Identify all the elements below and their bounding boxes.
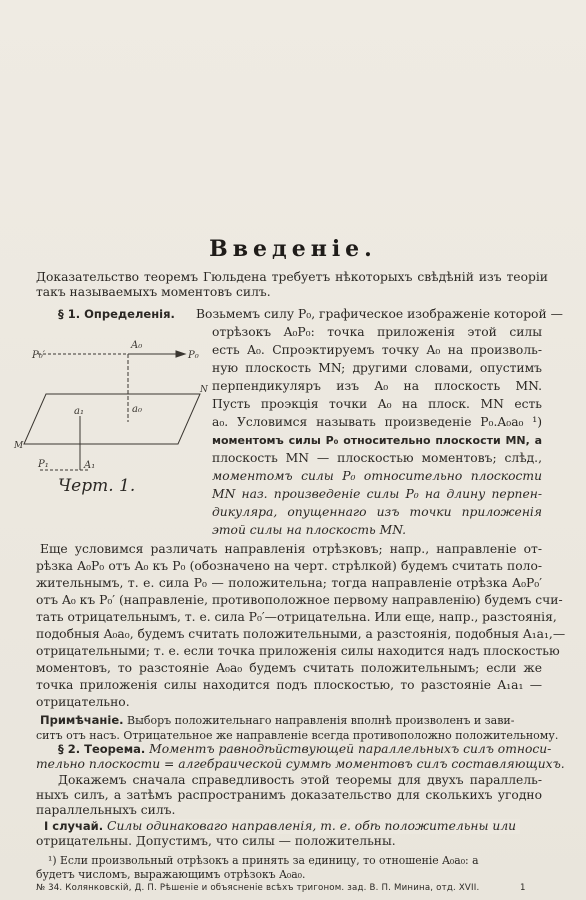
section1-line-6: Пусть проэкція точки A₀ на плоск. MN есть [212,397,542,411]
continuation-line-1: Еще условимся различать направленія отрѣзковъ; напр., направленіе от- [40,542,542,556]
continuation-line-7: отрицательными; т. е. если точка приложенія силы находится надъ плоскостью [36,644,560,658]
continuation-line-8: моментовъ, то разстояніе A₀a₀ будемъ считать положительнымъ; если же [36,661,542,675]
section1-line-10: моментомъ силы P₀ относительно плоскости [212,469,542,483]
continuation-line-3: жительнымъ, т. е. сила P₀ — положительна; тогда направленіе отрѣзка A₀P₀′ [36,576,542,590]
chapter-heading: Введеніе. [209,236,377,262]
plane-mn [24,394,200,444]
case1-line-1 [44,819,520,834]
intro-line-1: Доказательство теоремъ Гюльдена требуетъ нѣкоторыхъ свѣдѣній изъ теоріи [36,270,548,284]
label-a1: A₁ [84,460,96,471]
section1-label: § 1. Определенія. [58,307,175,321]
continuation-line-2: рѣзка A₀P₀ отъ A₀ къ P₀ (обозначено на черт. стрѣлкой) будемъ считать поло- [36,559,542,573]
section2-body-1: Докажемъ сначала справедливость этой теоремы для двухъ параллель- [58,773,542,787]
force-arrowhead [176,351,185,357]
figure-caption: Черт. 1. [58,476,136,496]
section2-body-2: ныхъ силъ, а затѣмъ распространимъ доказательство для сколькихъ угодно [36,788,542,802]
note-line-2: ситъ отъ насъ. Отрицательное же направленіе всегда противоположно положительному. [36,729,559,742]
footnote-line-2: будетъ числомъ, выражающимъ отрѣзокъ A₀a₀. [36,868,306,881]
note-label: Примѣчаніе. [40,713,124,727]
case1-line-2: отрицательны. Допустимъ, что силы — положительны. [36,834,396,848]
section1-line-7: a₀. Условимся называть произведеніе P₀.A₀a₀ ¹) [212,415,542,429]
section2-body-3: параллельныхъ силъ. [36,803,176,817]
continuation-line-9: точка приложенія силы находится подъ плоскостью, то разстояніе A₁a₁ — [36,678,542,692]
label-a0-plane: a₀ [132,404,142,415]
label-a1-small: a₁ [74,406,84,417]
continuation-line-10: отрицательно. [36,695,130,709]
section1-line-2: отрѣзокъ A₀P₀: точка приложенія этой силы [212,325,542,339]
section2-theorem-2: тельно плоскости = алгебраической суммѣ моментовъ силъ составляющихъ. [36,757,565,771]
continuation-line-4: отъ A₀ къ P₀′ (направленіе, противоположное первому направленію) будемъ счи- [36,593,563,607]
section2-line-1 [58,742,551,757]
label-a0-top: A₀ [131,340,143,351]
figure-diagram [10,334,210,494]
intro-line-2: такъ называемыхъ моментовъ силъ. [36,285,271,299]
label-p1: P₁ [38,459,49,470]
note-line-1 [40,713,514,728]
section1-line-13: этой силы на плоскость MN. [212,523,407,537]
section1-heading [58,307,175,322]
label-p0-prime: P₀′ [32,350,46,361]
label-n: N [200,385,208,395]
label-p0: P₀ [188,350,199,361]
section1-line-9: плоскость MN — плоскостью моментовъ; слѣд., [212,451,542,465]
section1-line-11: MN наз. произведеніе силы P₀ на длину перпен- [212,487,542,501]
note-text-1: Выборъ положительнаго направленія вполнѣ произволенъ и зави- [127,714,515,727]
section2-theorem-1: Моментъ равнодѣйствующей параллельныхъ силъ относи- [149,742,552,756]
section2-label: § 2. Теорема. [58,742,146,756]
section1-line-4: ную плоскость MN; другими словами, опустимъ [212,361,542,375]
continuation-line-5: тать отрицательнымъ, т. е. сила P₀′—отрицательна. Или еще, напр., разстоянія, [36,610,557,624]
footer-text: № 34. Колянковскій, Д. П. Рѣшеніе и объясненіе всѣхъ тригоном. зад. В. П. Минина, отд. XVII. [36,883,480,893]
case1-label: I случай. [44,819,104,833]
section1-line-12: дикуляра, опущеннаго изъ точки приложенія [212,505,542,519]
section1-line-8: моментомъ силы P₀ относительно плоскости MN, а [212,434,542,447]
section1-line-1: Возьмемъ силу P₀, графическое изображеніе которой — [196,307,563,321]
continuation-line-6: подобныя A₀a₀, будемъ считать положительными, а разстоянія, подобныя A₁a₁,— [36,627,566,641]
label-m: M [14,441,24,451]
case1-text-1: Силы одинаковаго направленія, т. е. обѣ положительны или [107,819,517,833]
page-number: 1 [520,883,526,893]
section1-line-5: перпендикуляръ изъ A₀ на плоскость MN. [212,379,542,393]
section1-line-3: есть A₀. Спроэктируемъ точку A₀ на произволь- [212,343,542,357]
footnote-line-1: ¹) Если произвольный отрѣзокъ a принять за единицу, то отношеніе A₀a₀: a [48,854,479,867]
